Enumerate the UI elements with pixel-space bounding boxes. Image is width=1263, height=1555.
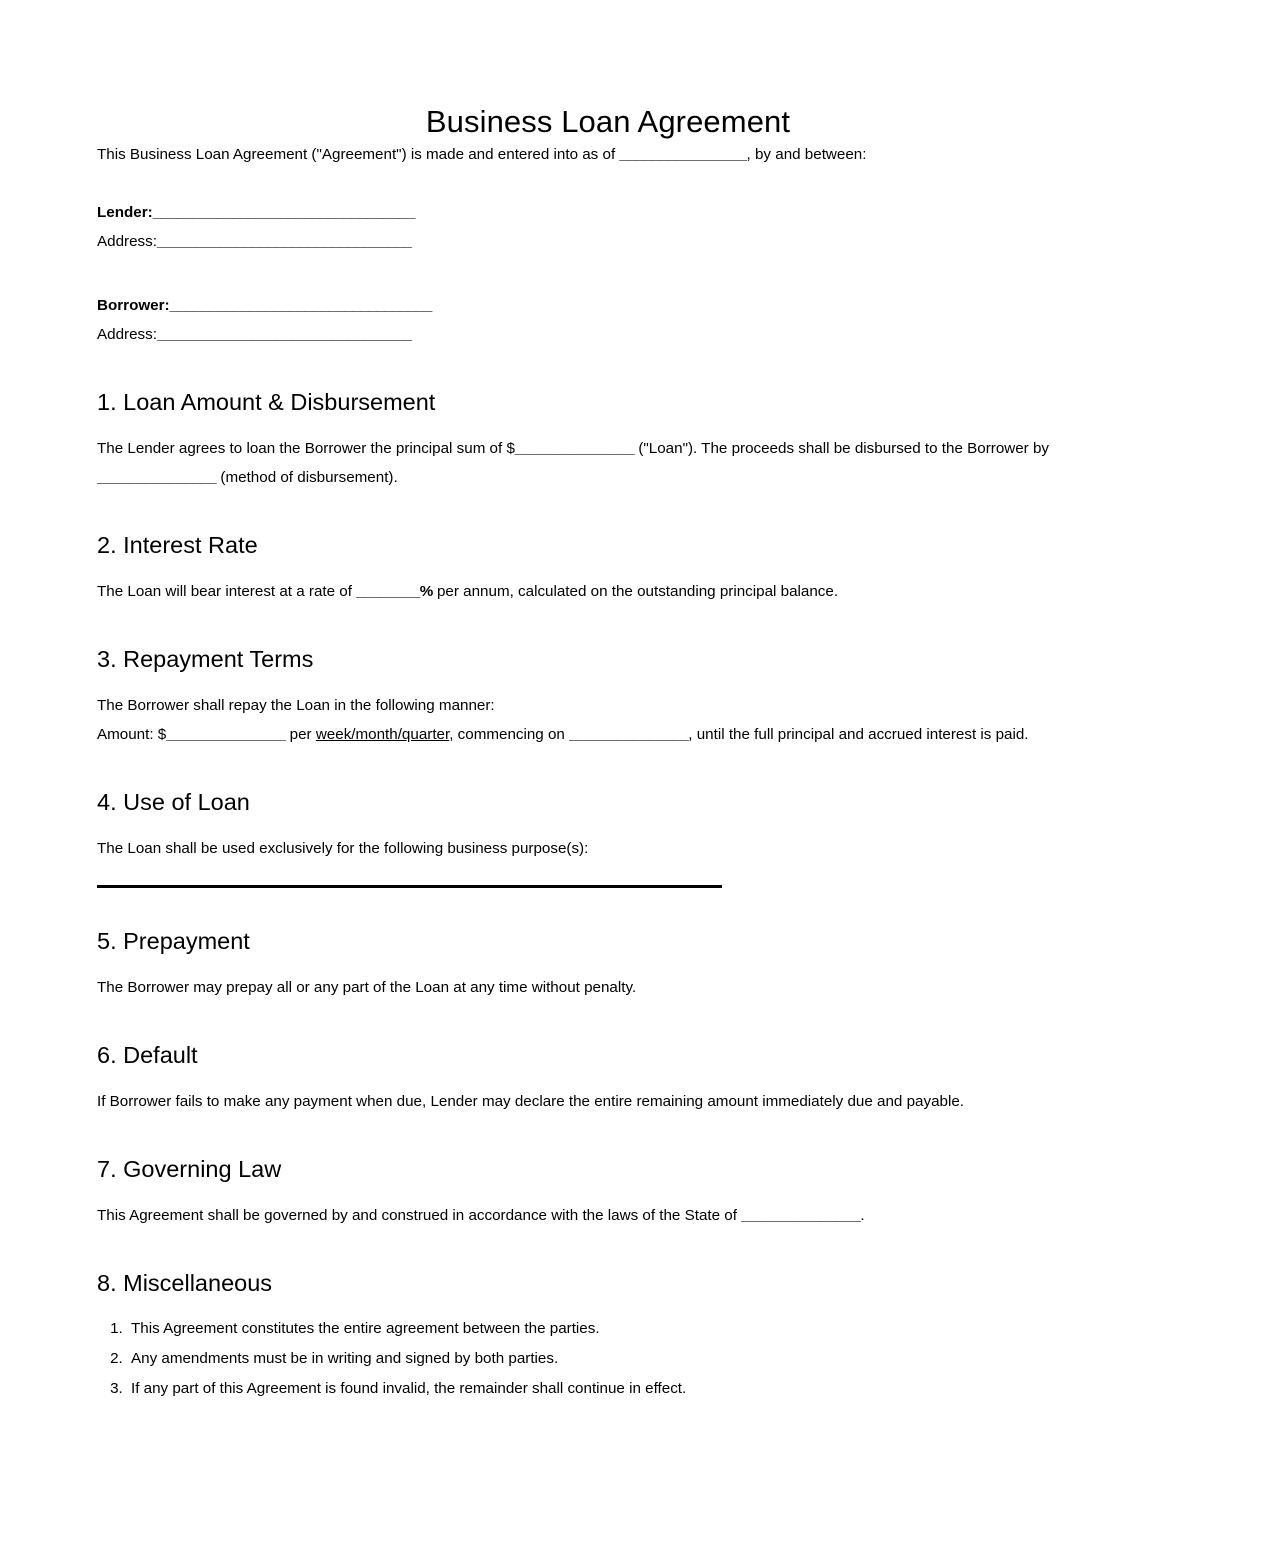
- amount-label: Amount: $: [97, 726, 167, 743]
- page-title: Business Loan Agreement: [425, 104, 791, 139]
- governing-law-body: [97, 1201, 1119, 1230]
- section-heading-2: 2. Interest Rate: [97, 532, 258, 558]
- governing-state-blank[interactable]: _______________: [741, 1207, 861, 1224]
- default-text: If Borrower fails to make any payment when due, Lender may declare the entire remaining amount immediately due and payable.: [97, 1093, 965, 1110]
- list-item: 2. Any amendments must be in writing and signed by both parties.: [127, 1344, 1119, 1373]
- repayment-amount-line: [97, 720, 1119, 749]
- borrower-block: [97, 291, 1119, 349]
- intro-text-after: , by and between:: [746, 146, 867, 163]
- repayment-amount-blank[interactable]: _______________: [166, 726, 286, 743]
- loan-amount-blank[interactable]: _______________: [514, 440, 635, 457]
- list-item: 3. If any part of this Agreement is found invalid, the remainder shall continue in effect.: [127, 1374, 1119, 1403]
- section-miscellaneous: [97, 1268, 1119, 1403]
- section-interest-rate: [97, 530, 1119, 606]
- section-heading-5: 5. Prepayment: [97, 928, 250, 954]
- borrower-name-line: [97, 291, 1119, 320]
- loan-sum-text: The Lender agrees to loan the Borrower the principal sum of $: [97, 440, 515, 457]
- prepayment-text: The Borrower may prepay all or any part of the Loan at any time without penalty.: [97, 979, 637, 996]
- commencing-date-blank[interactable]: _______________: [569, 726, 689, 743]
- lender-address-label: Address:: [97, 233, 157, 250]
- interest-text-before: The Loan will bear interest at a rate of: [97, 583, 357, 600]
- repayment-intro: The Borrower shall repay the Loan in the following manner:: [97, 697, 495, 714]
- use-of-loan-text: The Loan shall be used exclusively for the following business purpose(s):: [97, 840, 589, 857]
- per-text: per: [285, 726, 316, 743]
- agreement-date-blank[interactable]: ________________: [619, 146, 747, 163]
- section-prepayment: [97, 926, 1119, 1002]
- section-repayment-terms: [97, 644, 1119, 749]
- loan-sum-text-after: ("Loan"). The proceeds shall be disbursed to the Borrower by: [634, 440, 1049, 457]
- borrower-address-label: Address:: [97, 326, 157, 343]
- interest-text-after: per annum, calculated on the outstanding principal balance.: [432, 583, 839, 600]
- section-heading-4: 4. Use of Loan: [97, 789, 250, 815]
- intro-paragraph: [97, 140, 1119, 169]
- commencing-text: , commencing on: [449, 726, 570, 743]
- section-heading-1: 1. Loan Amount & Disbursement: [97, 389, 436, 415]
- disbursement-method-blank[interactable]: _______________: [97, 469, 217, 486]
- governing-law-text-after: .: [860, 1207, 865, 1224]
- miscellaneous-list: [97, 1314, 1119, 1403]
- borrower-address-line: [97, 320, 1119, 349]
- lender-label: Lender:: [97, 204, 153, 221]
- section-governing-law: [97, 1154, 1119, 1230]
- section-use-of-loan: [97, 787, 1119, 888]
- section-default: [97, 1040, 1119, 1116]
- section-heading-7: 7. Governing Law: [97, 1156, 282, 1182]
- lender-address-line: [97, 227, 1119, 256]
- section-heading-8: 8. Miscellaneous: [97, 1270, 273, 1296]
- lender-address-blank[interactable]: ________________________________: [156, 233, 412, 250]
- document-body: [97, 0, 1119, 1404]
- section-loan-amount: [97, 387, 1119, 492]
- governing-law-text-before: This Agreement shall be governed by and construed in accordance with the laws of the State of: [97, 1207, 742, 1224]
- business-purpose-blank-rule[interactable]: [97, 885, 722, 888]
- disbursement-method-text: (method of disbursement).: [216, 469, 398, 486]
- lender-block: [97, 198, 1119, 256]
- repayment-tail-text: , until the full principal and accrued interest is paid.: [688, 726, 1029, 743]
- section-1-body: [97, 434, 1119, 492]
- lender-name-blank[interactable]: _________________________________: [152, 204, 415, 221]
- section-heading-6: 6. Default: [97, 1042, 198, 1068]
- section-2-body: [97, 577, 1119, 606]
- interest-rate-blank[interactable]: ________%: [356, 583, 433, 600]
- borrower-name-blank[interactable]: _________________________________: [169, 297, 432, 314]
- section-heading-3: 3. Repayment Terms: [97, 646, 314, 672]
- borrower-address-blank[interactable]: ________________________________: [156, 326, 412, 343]
- borrower-label: Borrower:: [97, 297, 170, 314]
- intro-text-before: This Business Loan Agreement ("Agreement") is made and entered into as of: [97, 146, 620, 163]
- list-item: 1. This Agreement constitutes the entire agreement between the parties.: [127, 1314, 1119, 1343]
- lender-name-line: [97, 198, 1119, 227]
- repayment-frequency-options[interactable]: week/month/quarter: [315, 726, 450, 743]
